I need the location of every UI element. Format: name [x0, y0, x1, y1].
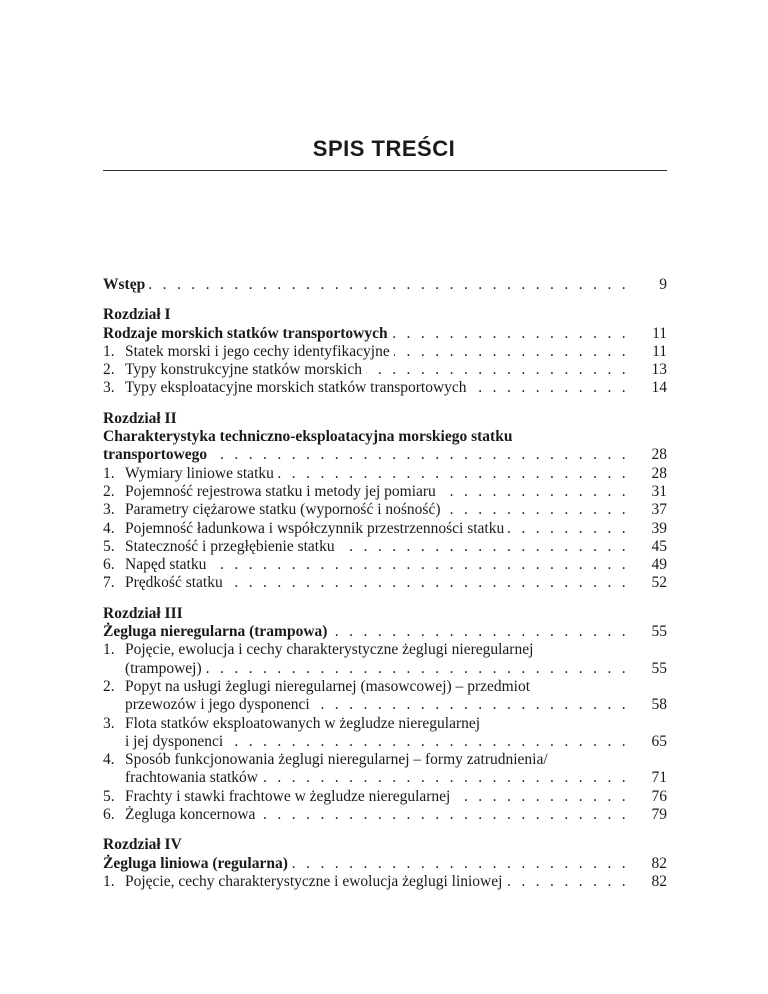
toc-entry-number: 1. — [103, 872, 115, 890]
toc-entry-page: 39 — [631, 520, 667, 538]
table-of-contents — [103, 276, 667, 891]
toc-entry-label: Typy eksploatacyjne morskich statków transportowych — [125, 379, 467, 397]
toc-entry-label: Rozdział IV — [103, 836, 182, 854]
toc-entry-text — [103, 696, 314, 713]
toc-entry-label: Popyt na usługi żeglugi nieregularnej (masowcowej) – przedmiot — [125, 677, 531, 695]
toc-entry-number: 2. — [103, 361, 115, 379]
toc-entry-label: Stateczność i przegłębienie statku — [125, 537, 335, 555]
toc-entry-page: 76 — [631, 788, 667, 806]
toc-entry — [103, 343, 667, 361]
toc-entry-number: 3. — [103, 501, 115, 519]
toc-entry — [103, 520, 667, 538]
toc-entry — [103, 501, 667, 519]
toc-entry-page: 49 — [631, 556, 667, 574]
toc-entry — [103, 574, 667, 592]
toc-entry-label: Pojemność rejestrowa statku i metody jej pomiaru — [125, 482, 436, 500]
toc-entry-text — [103, 660, 206, 677]
toc-entry-label: Frachty i stawki frachtowe w żegludze nieregularnej — [125, 787, 451, 805]
toc-entry — [103, 678, 667, 696]
toc-entry — [103, 660, 667, 678]
toc-entry-page: 65 — [631, 733, 667, 751]
toc-entry-label: Wstęp — [103, 276, 146, 293]
toc-entry — [103, 788, 667, 806]
toc-entry-page: 55 — [631, 660, 667, 678]
toc-entry-label: Wymiary liniowe statku — [125, 464, 274, 482]
toc-entry — [103, 733, 667, 751]
toc-entry-number: 7. — [103, 574, 115, 592]
toc-entry-text — [103, 379, 471, 396]
toc-entry — [103, 276, 667, 294]
toc-entry-number: 5. — [103, 537, 115, 555]
toc-entry-label: Pojęcie, ewolucja i cechy charakterystyczne żeglugi nieregularnej — [125, 641, 534, 659]
toc-entry-label: przewozów i jego dysponenci — [125, 696, 310, 714]
toc-entry-number: 4. — [103, 519, 115, 537]
toc-entry — [103, 641, 667, 659]
toc-entry-text — [103, 343, 394, 360]
toc-entry — [103, 325, 667, 343]
toc-entry-text — [103, 361, 366, 378]
toc-entry — [103, 836, 667, 854]
toc-entry-label: Napęd statku — [125, 556, 207, 574]
toc-entry-page: 28 — [631, 446, 667, 464]
toc-entry — [103, 623, 667, 641]
toc-entry-text — [103, 325, 392, 342]
toc-entry — [103, 538, 667, 556]
toc-entry-text — [103, 733, 227, 750]
toc-entry-number: 6. — [103, 806, 115, 824]
toc-entry — [103, 605, 667, 623]
toc-entry-text — [103, 623, 331, 640]
toc-entry-text — [103, 483, 440, 500]
toc-entry-text — [103, 806, 259, 823]
toc-entry-text — [103, 605, 187, 622]
toc-entry-page: 82 — [631, 873, 667, 891]
toc-entry-text — [103, 556, 210, 573]
toc-entry-text — [103, 873, 506, 890]
toc-entry — [103, 715, 667, 733]
title-divider — [103, 170, 667, 171]
toc-entry-page: 9 — [631, 276, 667, 294]
toc-entry-text — [103, 306, 175, 323]
toc-entry-page: 37 — [631, 501, 667, 519]
toc-entry-text — [103, 410, 181, 427]
toc-entry-label: Rodzaje morskich statków transportowych — [103, 324, 388, 342]
toc-entry-label: i jej dysponenci — [125, 732, 224, 750]
dot-leader — [103, 276, 629, 294]
toc-entry-number: 5. — [103, 787, 115, 805]
toc-entry-label: (trampowej) — [125, 659, 202, 677]
toc-entry-label: Żegluga nieregularna (trampowa) — [103, 623, 328, 641]
toc-entry-page: 45 — [631, 538, 667, 556]
toc-entry — [103, 306, 667, 324]
toc-entry-number: 1. — [103, 464, 115, 482]
toc-entry-text — [103, 446, 211, 463]
toc-entry-label: Rozdział II — [103, 409, 177, 427]
toc-entry-text — [103, 520, 508, 537]
toc-entry-page: 11 — [631, 343, 667, 361]
toc-entry — [103, 361, 667, 379]
page-title: SPIS TREŚCI — [312, 136, 456, 161]
toc-entry-text — [103, 751, 552, 768]
toc-entry-label: Żegluga liniowa (regularna) — [103, 854, 288, 872]
toc-entry-page: 11 — [631, 325, 667, 343]
toc-entry-number: 2. — [103, 677, 115, 695]
toc-entry-page: 52 — [631, 574, 667, 592]
toc-entry-page: 71 — [631, 769, 667, 787]
toc-entry-label: Flota statków eksploatowanych w żegludze nieregularnej — [125, 714, 481, 732]
toc-entry-page: 28 — [631, 465, 667, 483]
toc-entry-label: Typy konstrukcyjne statków morskich — [125, 361, 362, 379]
toc-entry-page: 55 — [631, 623, 667, 641]
toc-entry-text — [103, 574, 227, 591]
toc-entry — [103, 379, 667, 397]
toc-entry-text — [103, 276, 149, 293]
toc-entry-text — [103, 428, 516, 445]
toc-entry — [103, 751, 667, 769]
toc-entry-label: Prędkość statku — [125, 574, 223, 592]
toc-entry — [103, 410, 667, 428]
toc-entry-page: 82 — [631, 855, 667, 873]
toc-entry — [103, 483, 667, 501]
toc-entry — [103, 696, 667, 714]
toc-entry — [103, 855, 667, 873]
toc-entry-text — [103, 641, 537, 658]
toc-entry — [103, 446, 667, 464]
toc-entry-label: Charakterystyka techniczno-eksploatacyjna morskiego statku — [103, 428, 513, 446]
toc-entry-number: 3. — [103, 379, 115, 397]
toc-entry — [103, 873, 667, 891]
toc-entry-page: 58 — [631, 696, 667, 714]
toc-entry-number: 1. — [103, 342, 115, 360]
toc-entry-text — [103, 538, 339, 555]
toc-entry-label: Sposób funkcjonowania żeglugi nieregularnej – formy zatrudnienia/ — [125, 751, 548, 769]
toc-entry-text — [103, 855, 292, 872]
toc-entry-label: Rozdział III — [103, 604, 183, 622]
toc-entry-label: Pojęcie, cechy charakterystyczne i ewolucja żeglugi liniowej — [125, 872, 503, 890]
toc-entry — [103, 806, 667, 824]
toc-entry-label: Pojemność ładunkowa i współczynnik przestrzenności statku — [125, 519, 505, 537]
toc-entry-label: Rozdział I — [103, 306, 171, 324]
toc-entry — [103, 769, 667, 787]
toc-entry-label: Parametry ciężarowe statku (wyporność i nośność) — [125, 501, 441, 519]
toc-entry-text — [103, 501, 445, 518]
toc-entry-text — [103, 715, 484, 732]
toc-entry-page: 13 — [631, 361, 667, 379]
toc-entry-number: 4. — [103, 751, 115, 769]
toc-entry-text — [103, 465, 278, 482]
toc-entry-label: Statek morski i jego cechy identyfikacyjne — [125, 342, 390, 360]
toc-entry — [103, 428, 667, 446]
toc-entry — [103, 556, 667, 574]
toc-entry-number: 2. — [103, 482, 115, 500]
toc-entry-text — [103, 678, 534, 695]
toc-entry — [103, 465, 667, 483]
toc-entry-number: 3. — [103, 714, 115, 732]
toc-entry-label: Żegluga koncernowa — [125, 806, 256, 824]
toc-entry-page: 79 — [631, 806, 667, 824]
toc-entry-label: frachtowania statków — [125, 769, 258, 787]
toc-entry-page: 31 — [631, 483, 667, 501]
toc-entry-number: 6. — [103, 556, 115, 574]
toc-entry-number: 1. — [103, 641, 115, 659]
toc-entry-text — [103, 836, 186, 853]
toc-entry-text — [103, 769, 262, 786]
toc-entry-page: 14 — [631, 379, 667, 397]
toc-entry-text — [103, 788, 454, 805]
toc-entry-label: transportowego — [103, 446, 208, 464]
